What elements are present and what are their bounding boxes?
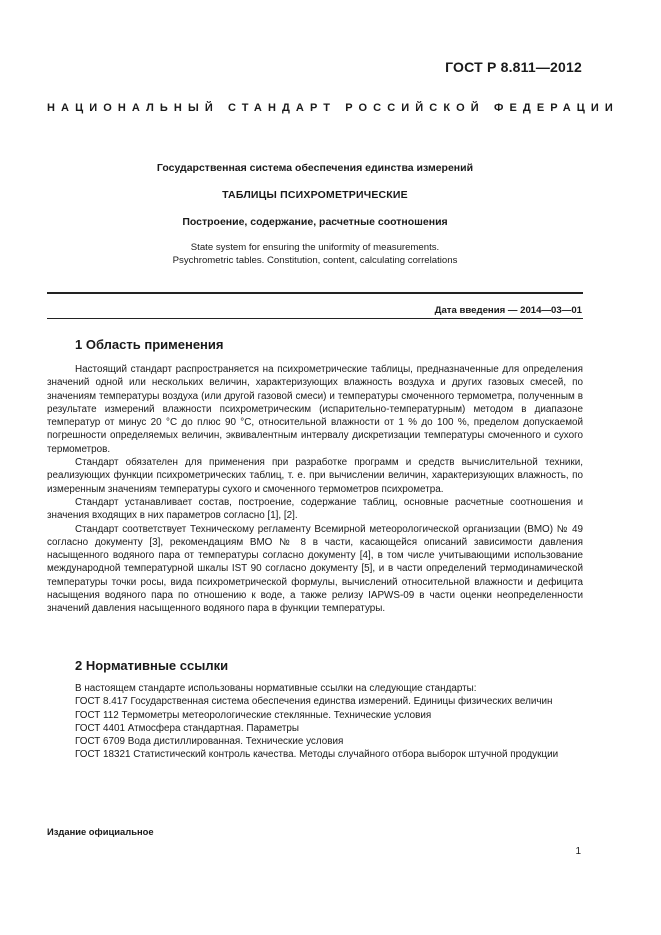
reference-item: ГОСТ 8.417 Государственная система обеспечения единства измерений. Единицы физических величин <box>75 696 553 708</box>
reference-item: ГОСТ 112 Термометры метеорологические стеклянные. Технические условия <box>75 709 432 721</box>
top-divider <box>47 292 583 294</box>
reference-item: ГОСТ 6709 Вода дистиллированная. Технические условия <box>75 736 344 748</box>
section-1-body <box>47 363 583 616</box>
system-title: Государственная система обеспечения единства измерений <box>156 162 474 174</box>
subtitle: Построение, содержание, расчетные соотношения <box>182 216 448 228</box>
bottom-divider <box>47 318 583 319</box>
paragraph: Стандарт устанавливает состав, построение, содержание таблиц, основные расчетные соотношения и значения входящих в них параметров согласно [1], [2]. <box>47 496 583 522</box>
main-title: ТАБЛИЦЫ ПСИХРОМЕТРИЧЕСКИЕ <box>222 189 408 201</box>
paragraph: Стандарт соответствует Техническому регламенту Всемирной метеорологической организации (ВМО) № 49 согласно документу [3], рекомендациям ВМО № 8 в части, касающейся описаний зависимости давления насыщенного водяного пара от температуры согласно документу [4], в том числе учитывающими использование международной температурной шкалы IST 90 согласно документу [5], и в части определений термодинамической температуры точки росы, вида психрометрической формулы, вычислений относительной влажности и дефицита насыщения водяного пара по отношению к воде, а также релизу IAPWS-09 в части оценки неопределенности значений давления насыщенного водяного пара в функции температуры. <box>47 523 583 615</box>
edition-label: Издание официальное <box>47 826 154 837</box>
paragraph: В настоящем стандарте использованы нормативные ссылки на следующие стандарты: <box>75 683 477 694</box>
national-standard-banner: НАЦИОНАЛЬНЫЙ СТАНДАРТ РОССИЙСКОЙ ФЕДЕРАЦИИ <box>47 102 619 114</box>
document-number: ГОСТ Р 8.811—2012 <box>445 59 582 75</box>
section-1-heading: 1 Область применения <box>75 337 224 352</box>
section-2-body <box>47 682 583 762</box>
reference-item: ГОСТ 4401 Атмосфера стандартная. Параметры <box>75 722 299 734</box>
paragraph: Настоящий стандарт распространяется на психрометрические таблицы, предназначенные для определения значений одной или нескольких величин, характеризующих влажность воздуха и других газовых смесей, по значениям температуры воздуха (или другой газовой смеси) и температуры смоченного термометра, полученным в результате измерений влажности психрометрическим (испарительно-температурным) методом в диапазоне температур от минус 20 °С до плюс 90 °С, относительной влажности от 1 % до 100 %, пределом допускаемой погрешности определяемых величин, эквивалентным интервалу дискретизации температуры смоченного и сухого термометров. <box>47 364 583 455</box>
page-number: 1 <box>575 846 581 857</box>
section-2-heading: 2 Нормативные ссылки <box>75 658 229 673</box>
introduction-date: Дата введения — 2014—03—01 <box>434 305 582 316</box>
english-title <box>47 241 583 267</box>
reference-item: ГОСТ 18321 Статистический контроль качества. Методы случайного отбора выборок штучной продукции <box>75 749 559 761</box>
paragraph: Стандарт обязателен для применения при разработке программ и средств вычислительной техники, реализующих функции психрометрических таблиц, т. е. при вычислении величин, характеризующих влажность, по измеренным значениям температуры сухого и смоченного термометров психрометра. <box>47 457 583 495</box>
english-title-line-1: State system for ensuring the uniformity of measurements. <box>190 242 440 253</box>
english-title-line-2: Psychrometric tables. Constitution, content, calculating correlations <box>172 255 458 266</box>
